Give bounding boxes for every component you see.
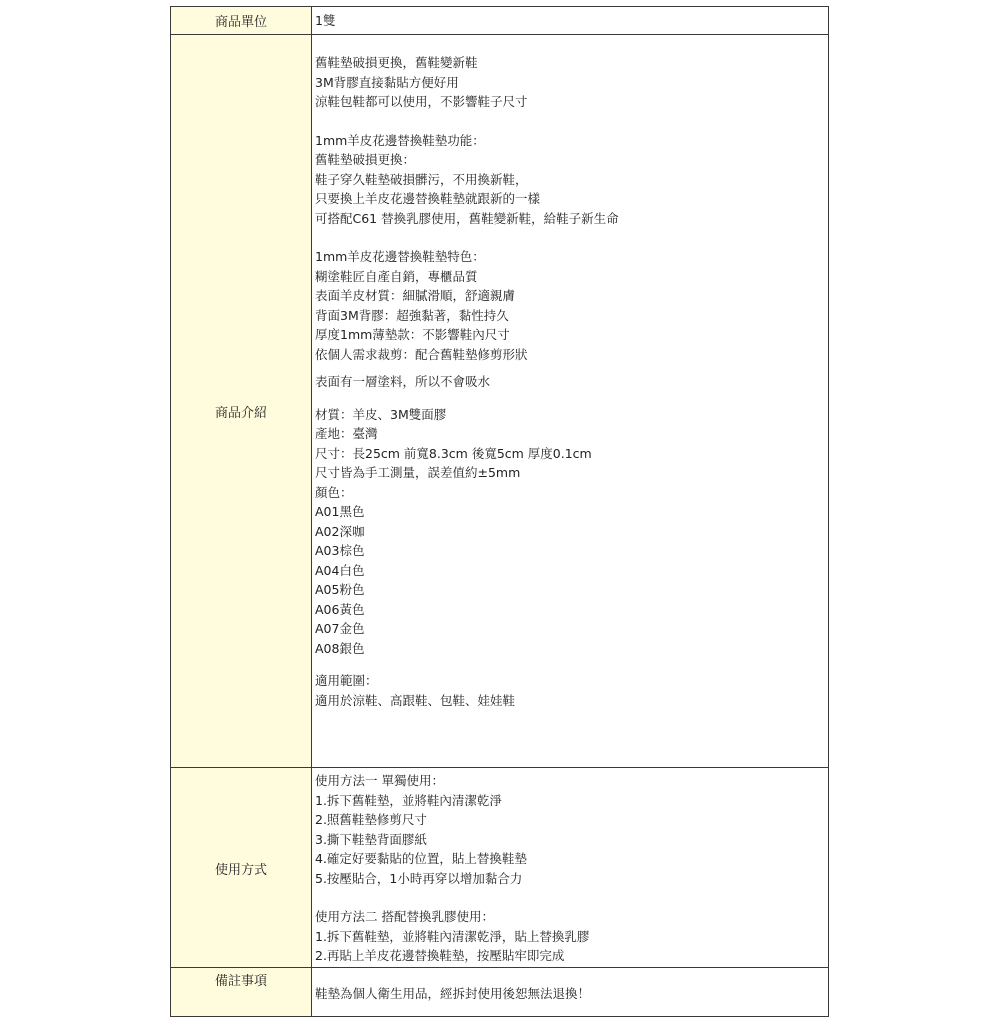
group5-line: A02深咖: [315, 523, 365, 539]
group6-line: 適用範圍：: [315, 673, 378, 688]
method1-line: 2.照舊鞋墊修剪尺寸: [315, 812, 427, 827]
method1-line: 5.按壓貼合，1小時再穿以增加黏合力: [315, 870, 523, 886]
method2-line: 使用方法二 搭配替換乳膠使用：: [315, 909, 494, 924]
group5-line: A07金色: [315, 621, 365, 636]
group-gap: [315, 392, 828, 405]
method2-line: 1.拆下舊鞋墊，並將鞋內清潔乾淨，貼上替換乳膠: [315, 928, 590, 944]
group5-line: 產地：臺灣: [315, 426, 378, 441]
group5-line: A05粉色: [315, 582, 365, 597]
group5-line: A01黑色: [315, 504, 365, 519]
group5-line: 材質：羊皮、3M雙面膠: [315, 406, 447, 422]
group5-line: 尺寸：長25cm 前寬8.3cm 後寬5cm 厚度0.1cm: [315, 445, 592, 461]
usage-value: [312, 768, 829, 968]
notes-value: 鞋墊為個人衛生用品，經拆封使用後恕無法退換！: [312, 968, 829, 1017]
group2-line: 舊鞋墊破損更換：: [315, 152, 416, 167]
intro-content: [315, 53, 828, 710]
group-gap: [315, 112, 828, 131]
group1-line: 涼鞋包鞋都可以使用，不影響鞋子尺寸: [315, 94, 528, 109]
method1-line: 4.確定好要黏貼的位置，貼上替換鞋墊: [315, 851, 527, 866]
row-unit: [171, 7, 829, 35]
group2-line: 只要換上羊皮花邊替換鞋墊就跟新的一樣: [315, 191, 541, 206]
method1-line: 3.撕下鞋墊背面膠紙: [315, 831, 427, 847]
group3-line: 背面3M背膠：超強黏著，黏性持久: [315, 307, 509, 323]
unit-value: 1雙: [312, 7, 829, 35]
group3-line: 依個人需求裁剪：配合舊鞋墊修剪形狀: [315, 346, 528, 362]
intro-label: 商品介紹: [171, 35, 312, 768]
group1-line: 舊鞋墊破損更換，舊鞋變新鞋: [315, 55, 478, 70]
group-gap: [315, 658, 828, 671]
method2-line: 2.再貼上羊皮花邊替換鞋墊，按壓貼牢即完成: [315, 948, 565, 963]
group5-line: A04白色: [315, 562, 365, 578]
group1-line: 3M背膠直接黏貼方便好用: [315, 74, 459, 90]
group6-line: 適用於涼鞋、高跟鞋、包鞋、娃娃鞋: [315, 692, 516, 708]
group5-line: 顏色：: [315, 484, 353, 500]
intro-value: [312, 35, 829, 768]
group2-line: 可搭配C61 替換乳膠使用，舊鞋變新鞋，給鞋子新生命: [315, 210, 619, 226]
product-spec-table: [170, 6, 829, 1017]
row-intro: [171, 35, 829, 768]
group5-line: A06黃色: [315, 601, 365, 617]
group5-line: A03棕色: [315, 543, 365, 558]
group3-line: 表面羊皮材質：細膩滑順，舒適親膚: [315, 288, 516, 303]
notes-label: 備註事項: [171, 968, 312, 1017]
method1-line: 使用方法一 單獨使用：: [315, 773, 444, 788]
group5-line: A08銀色: [315, 640, 365, 656]
group-gap: [315, 888, 828, 907]
group5-line: 尺寸皆為手工測量，誤差值約±5mm: [315, 465, 521, 480]
method1-line: 1.拆下舊鞋墊，並將鞋內清潔乾淨: [315, 792, 502, 808]
group2-line: 鞋子穿久鞋墊破損髒污，不用換新鞋，: [315, 171, 528, 187]
group4-line: 表面有一層塗料，所以不會吸水: [315, 374, 491, 389]
group-gap: [315, 364, 828, 372]
row-notes: [171, 968, 829, 1017]
group-gap: [315, 228, 828, 247]
usage-content: [315, 771, 828, 966]
group3-line: 糊塗鞋匠自產自銷，專櫃品質: [315, 268, 478, 284]
group3-line: 厚度1mm薄墊款：不影響鞋內尺寸: [315, 327, 510, 342]
usage-label: 使用方式: [171, 768, 312, 968]
group2-line: 1mm羊皮花邊替換鞋墊功能：: [315, 132, 485, 148]
group3-line: 1mm羊皮花邊替換鞋墊特色：: [315, 249, 485, 264]
row-usage: [171, 768, 829, 968]
unit-label: 商品單位: [171, 7, 312, 35]
